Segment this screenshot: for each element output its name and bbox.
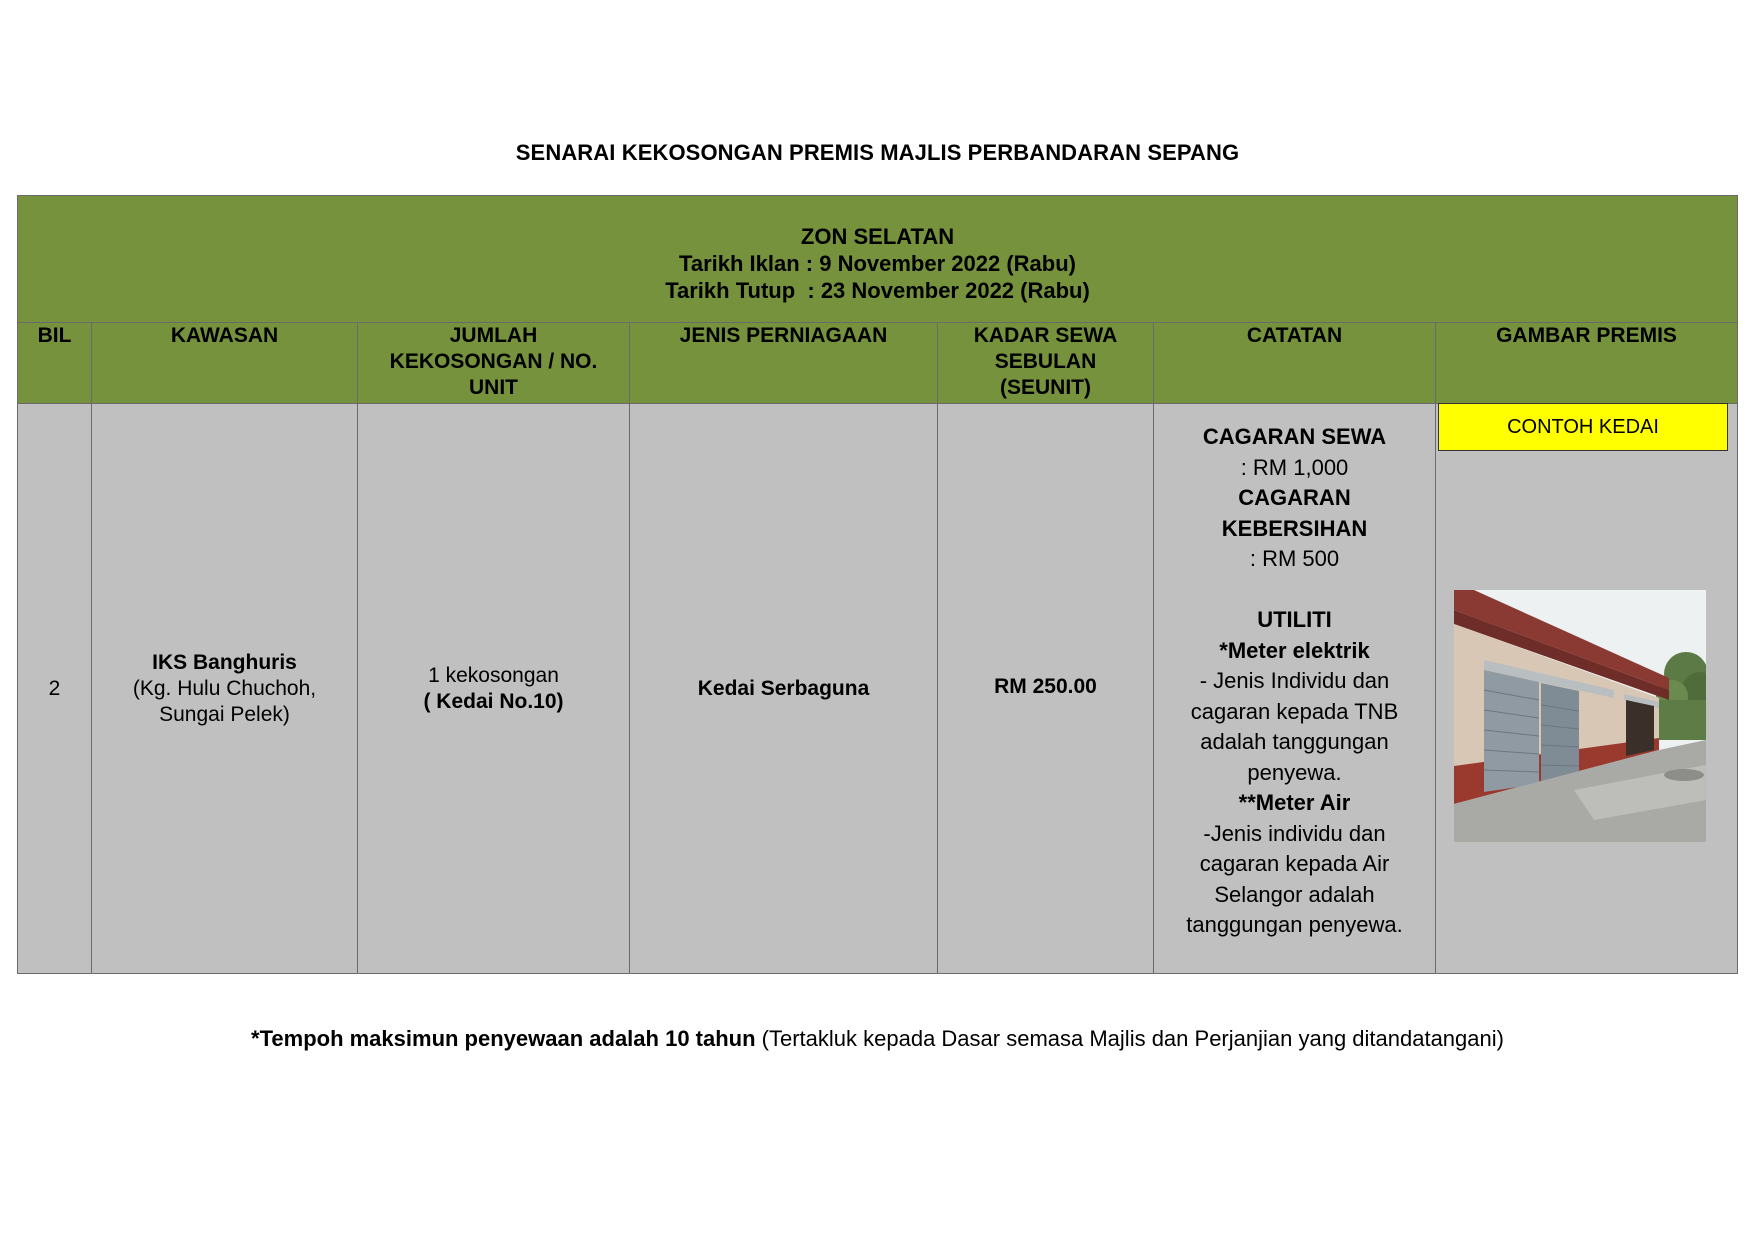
cell-gambar — [1436, 404, 1738, 974]
kawasan-line: (Kg. Hulu Chuchoh, — [132, 676, 317, 700]
advert-date: Tarikh Iklan : 9 November 2022 (Rabu) — [679, 250, 1076, 276]
col-header-gambar: GAMBAR PREMIS — [1436, 323, 1738, 404]
cell-jenis: Kedai Serbaguna — [630, 404, 938, 974]
document-title: SENARAI KEKOSONGAN PREMIS MAJLIS PERBANDARAN SEPANG — [515, 140, 1240, 165]
col-header-bil: BIL — [18, 323, 92, 404]
footnote-bold: *Tempoh maksimun penyewaan adalah 10 tahun — [251, 1026, 756, 1051]
zone-name: ZON SELATAN — [800, 223, 955, 249]
cell-bil: 2 — [18, 404, 92, 974]
footnote-normal: (Tertakluk kepada Dasar semasa Majlis dan Perjanjian yang ditandatangani) — [755, 1026, 1504, 1051]
contoh-kedai-label: CONTOH KEDAI — [1438, 403, 1728, 451]
col-header-kadar: KADAR SEWA SEBULAN (SEUNIT) — [938, 323, 1154, 404]
spacer — [1154, 575, 1435, 606]
col-header-kawasan: KAWASAN — [92, 323, 358, 404]
footnote — [0, 1026, 1755, 1052]
table-row — [18, 404, 1738, 974]
kawasan-name: IKS Banghuris — [152, 650, 297, 674]
vacancy-table — [17, 195, 1738, 974]
rental-rate: RM 250.00 — [994, 674, 1097, 698]
cell-jumlah: 1 kekosongan ( Kedai No.10) — [358, 404, 630, 974]
closing-date: Tarikh Tutup : 23 November 2022 (Rabu) — [665, 277, 1090, 303]
zone-header — [18, 196, 1738, 323]
column-header-row — [18, 323, 1738, 404]
unit-number: ( Kedai No.10) — [423, 689, 564, 713]
col-header-jenis: JENIS PERNIAGAAN — [630, 323, 938, 404]
premise-photo — [1454, 590, 1706, 842]
col-header-jumlah: JUMLAH KEKOSONGAN / NO. UNIT — [358, 323, 630, 404]
cell-kadar — [938, 404, 1154, 974]
col-header-catatan: CATATAN — [1154, 323, 1436, 404]
cell-kawasan — [92, 404, 358, 974]
kawasan-line: Sungai Pelek) — [159, 702, 290, 726]
cell-catatan: CAGARAN SEWA : RM 1,000 CAGARAN KEBERSIHAN : RM 500 UTILITI *Meter elektrik - Jenis Individu dan cagaran kepada TNB adalah tanggungan penyewa. **Meter Air -Jenis individu dan cagaran kepada Air Selangor adalah tanggungan penyewa. — [1154, 404, 1436, 974]
